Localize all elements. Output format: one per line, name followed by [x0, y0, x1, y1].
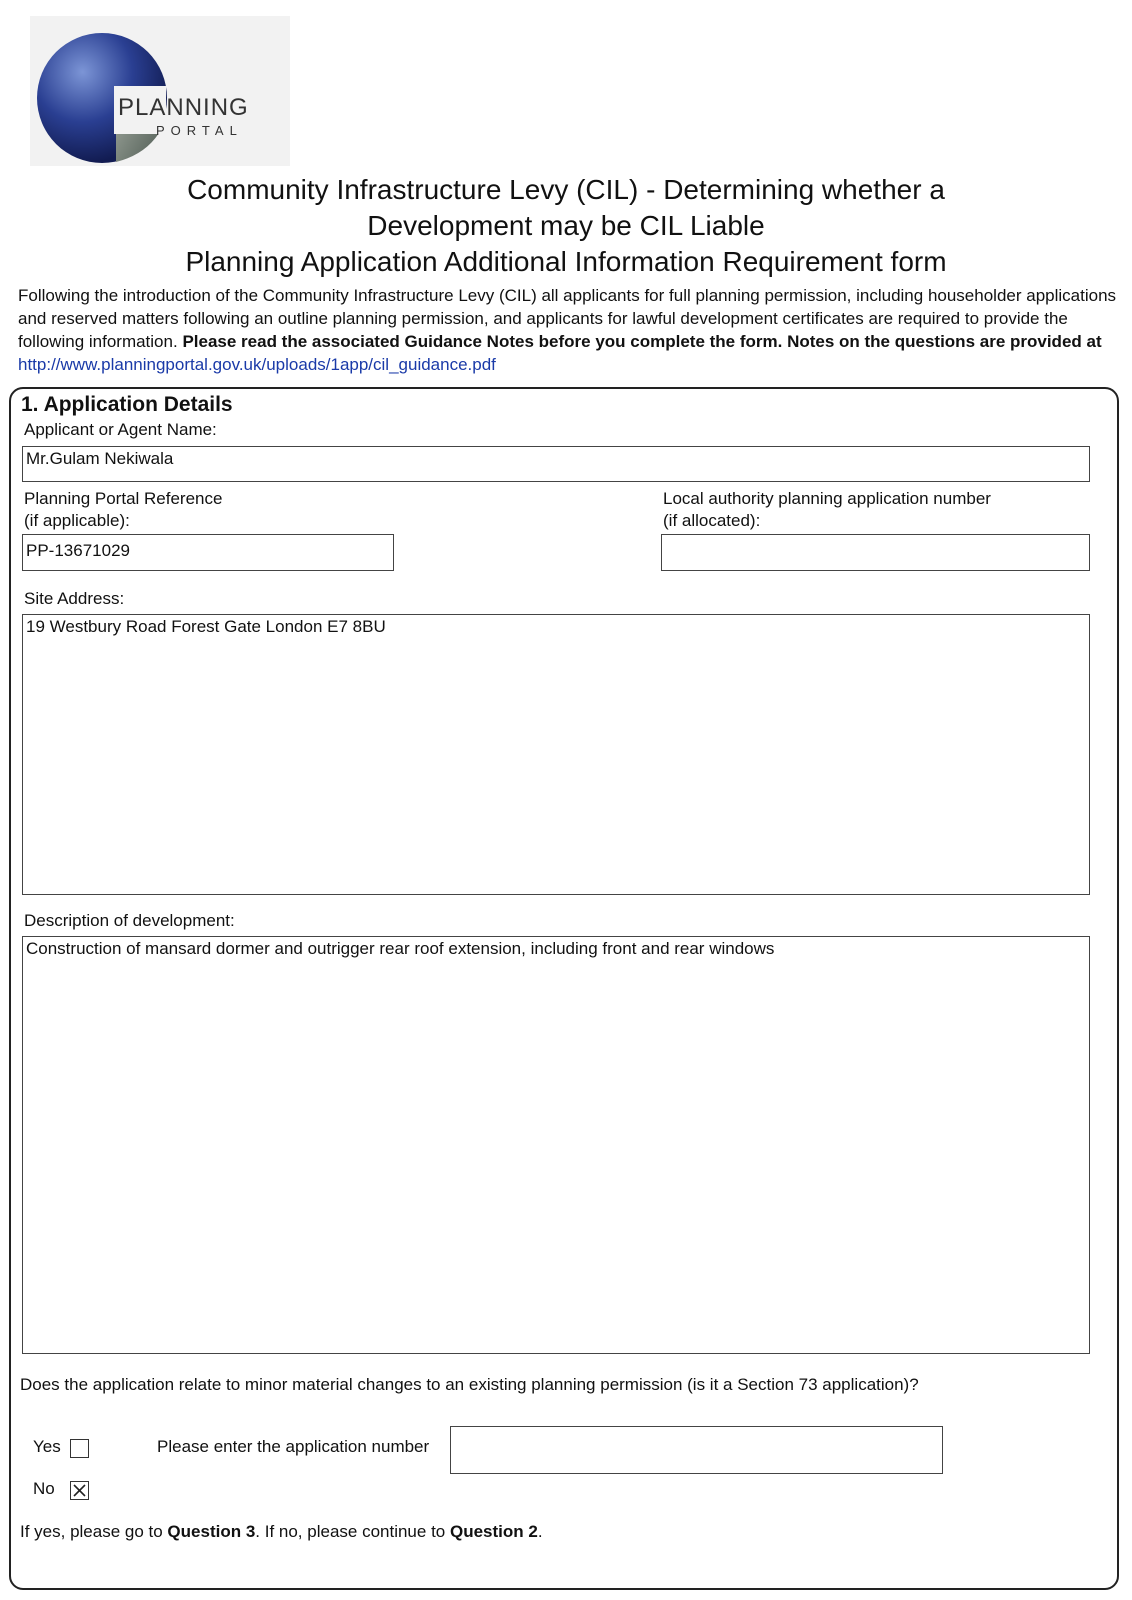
form-title-line-1: Community Infrastructure Levy (CIL) - Determining whether a — [187, 174, 945, 205]
description-field[interactable]: Construction of mansard dormer and outrigger rear roof extension, including front and rear windows — [22, 936, 1090, 1354]
instructions-text-1: If yes, please go to — [20, 1522, 168, 1541]
question-2-ref: Question 2 — [449, 1522, 538, 1541]
section73-question: Does the application relate to minor material changes to an existing planning permission (is it a Section 73 application)? — [20, 1375, 919, 1394]
navigation-instructions — [20, 1521, 543, 1543]
yes-checkbox[interactable] — [70, 1439, 89, 1458]
form-title — [0, 172, 1132, 280]
check-cross-icon — [71, 1482, 88, 1499]
intro-bold-text: Please read the associated Guidance Notes before you complete the form. Notes on the questions are provided at — [182, 332, 1102, 351]
application-details-section — [9, 387, 1119, 1590]
logo-wordmark: PLANNING — [118, 94, 249, 121]
site-address-label: Site Address: — [24, 589, 125, 608]
no-label: No — [33, 1479, 55, 1498]
la-application-number-label-line-1: Local authority planning application number — [663, 489, 991, 508]
form-title-line-3: Planning Application Additional Information Requirement form — [185, 246, 947, 277]
section-title: 1. Application Details — [21, 393, 233, 416]
guidance-link[interactable]: http://www.planningportal.gov.uk/uploads/1app/cil_guidance.pdf — [18, 355, 496, 374]
portal-reference-label — [24, 488, 222, 532]
instructions-text-2: . If no, please continue to — [255, 1522, 450, 1541]
applicant-name-field[interactable]: Mr.Gulam Nekiwala — [22, 446, 1090, 482]
applicant-name-label: Applicant or Agent Name: — [24, 420, 217, 439]
la-application-number-label-line-2: (if allocated): — [663, 511, 761, 530]
form-title-line-2: Development may be CIL Liable — [367, 210, 765, 241]
la-application-number-label — [663, 488, 991, 532]
planning-portal-logo — [30, 16, 290, 166]
section73-app-number-field[interactable] — [450, 1426, 943, 1474]
logo-sphere-icon — [30, 16, 290, 166]
question-3-ref: Question 3 — [167, 1522, 256, 1541]
portal-reference-field[interactable]: PP-13671029 — [22, 534, 394, 571]
yes-label: Yes — [33, 1437, 61, 1456]
portal-reference-label-line-1: Planning Portal Reference — [24, 489, 223, 508]
logo-subtitle: PORTAL — [156, 123, 243, 138]
site-address-field[interactable]: 19 Westbury Road Forest Gate London E7 8BU — [22, 614, 1090, 895]
la-application-number-field[interactable] — [661, 534, 1090, 571]
no-checkbox[interactable] — [70, 1481, 89, 1500]
intro-paragraph — [18, 284, 1118, 376]
app-number-label: Please enter the application number — [157, 1437, 430, 1456]
portal-reference-label-line-2: (if applicable): — [24, 511, 130, 530]
intro-text: Following the introduction of the Community Infrastructure Levy (CIL) all applicants for full planning permission, including householder applications and reserved matters following an outline planning permission, and applicants for lawful development certificates are required to provide the following information. — [18, 286, 1117, 351]
instructions-text-3: . — [537, 1522, 543, 1541]
description-label: Description of development: — [24, 911, 235, 930]
